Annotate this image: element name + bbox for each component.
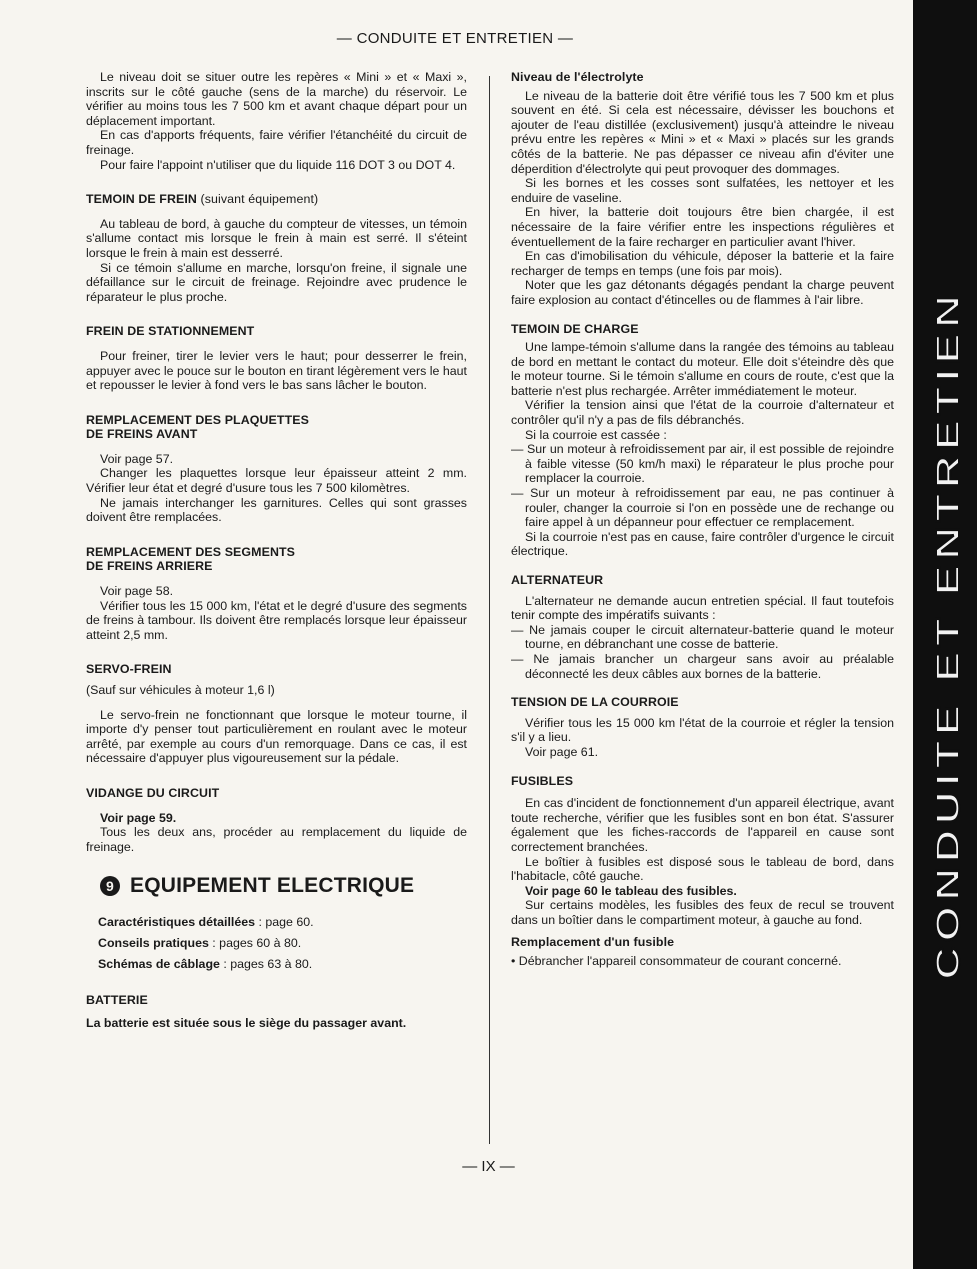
right-column (511, 70, 894, 969)
plaquettes-para-2: Changer les plaquettes lorsque leur épaisseur atteint 2 mm. Vérifier leur état et degré d'usure tous les 7 500 kilomètres. (86, 466, 467, 496)
remplacement-fusible-bullet: • Débrancher l'appareil consommateur de courant concerné. (511, 954, 842, 969)
electrolyte-para-4: En cas d'imobilisation du véhicule, déposer la batterie et la faire recharger de temps en temps (une fois par mois). (511, 249, 894, 278)
intro-para-3: Pour faire l'appoint n'utiliser que du liquide 116 DOT 3 ou DOT 4. (100, 157, 456, 172)
segments-para-1: Voir page 58. (100, 584, 174, 599)
section-heading-equipement-electrique (86, 876, 467, 896)
section-heading-segments-2: DE FREINS ARRIERE (86, 559, 213, 574)
plaquettes-para-1: Voir page 57. (100, 451, 174, 466)
column-divider (489, 76, 490, 1144)
section-heading-frein-stationnement: FREIN DE STATIONNEMENT (86, 324, 255, 339)
electrolyte-para-5: Noter que les gaz détonants dégagés pendant la charge peuvent faire explosion au contact d'étincelles ou de flammes à l'air libre. (511, 278, 894, 307)
tension-para-1: Vérifier tous les 15 000 km l'état de la courroie et régler la tension s'il y a lieu. (511, 715, 894, 745)
reference-line (86, 933, 467, 954)
fusibles-para-2: Le boîtier à fusibles est disposé sous le tableau de bord, dans l'habitacle, côté gauche. (511, 854, 894, 884)
section-heading-segments-1: REMPLACEMENT DES SEGMENTS (86, 544, 296, 559)
heading-note: (suivant équipement) (200, 192, 319, 207)
fusibles-voir-page: Voir page 60 le tableau des fusibles. (525, 883, 737, 898)
reference-line (86, 954, 467, 975)
temoin-charge-para-1: Une lampe-témoin s'allume dans la rangée des témoins au tableau de bord en mettant le contact du moteur. Elle doit s'éteindre dès que le moteur tourne. Si le témoin s'allume en cours de route, c'est que la batterie n'est plus rechargée. Arrêter immédiatement le moteur. (511, 340, 894, 398)
heading-text: TEMOIN DE FREIN (86, 192, 197, 207)
temoin-frein-para-1: Au tableau de bord, à gauche du compteur de vitesses, un témoin s'allume contact mis lorsque le frein à main est serré. Il s'éteint lorsque le frein à main est desserré. (86, 216, 467, 260)
fusibles-para-3: Sur certains modèles, les fusibles des feux de recul se trouvent dans un boîtier dans le compartiment moteur, à gauche au fond. (511, 898, 894, 927)
temoin-frein-para-2: Si ce témoin s'allume en marche, lorsqu'on freine, il signale une défaillance sur le circuit de freinage. Rejoindre avec prudence le réparateur le plus proche. (86, 260, 467, 304)
section-heading-servo-frein: SERVO-FREIN (86, 662, 172, 677)
page-header: — CONDUITE ET ENTRETIEN — (336, 30, 574, 47)
section-heading-fusibles: FUSIBLES (511, 773, 574, 788)
vidange-voir-page: Voir page 59. (100, 810, 177, 825)
reference-value: : pages 63 à 80. (219, 957, 313, 972)
heading-text: EQUIPEMENT ELECTRIQUE (130, 874, 415, 898)
reference-value: : pages 60 à 80. (208, 936, 302, 951)
page-number: — IX — (462, 1158, 515, 1175)
alternateur-para: L'alternateur ne demande aucun entretien spécial. Il faut toutefois tenir compte des impératifs suivants : (511, 593, 894, 623)
intro-para-1: Le niveau doit se situer outre les repères « Mini » et « Maxi », inscrits sur le côté gauche (sens de la marche) du réservoir. Le vérifier au moins tous les 7 500 km et avant chaque départ pour un déplacement important. (86, 70, 467, 128)
section-heading-batterie: BATTERIE (86, 993, 148, 1008)
section-heading-plaquettes-1: REMPLACEMENT DES PLAQUETTES (86, 412, 309, 427)
section-heading-electrolyte: Niveau de l'électrolyte (511, 70, 644, 84)
temoin-charge-after: Si la courroie n'est pas en cause, faire contrôler d'urgence le circuit électrique. (511, 529, 894, 559)
reference-label: Caractéristiques détaillées (98, 915, 256, 930)
segments-para-2: Vérifier tous les 15 000 km, l'état et le degré d'usure des segments de freins à tambour. Ils doivent être remplacés lorsque leur épaisseur atteint 2,5 mm. (86, 598, 467, 642)
section-heading-temoin-frein (86, 192, 467, 207)
equipement-references (86, 912, 467, 975)
intro-para-2: En cas d'apports fréquents, faire vérifier l'étanchéité du circuit de freinage. (86, 128, 467, 157)
plaquettes-para-3: Ne jamais interchanger les garnitures. Celles qui sont grasses doivent être remplacées. (86, 495, 467, 525)
electrolyte-para-2: Si les bornes et les cosses sont sulfatées, les nettoyer et les enduire de vaseline. (511, 176, 894, 205)
section-heading-remplacement-fusible: Remplacement d'un fusible (511, 935, 675, 950)
fusibles-para-1: En cas d'incident de fonctionnement d'un appareil électrique, avant toute recherche, vérifier que les fusibles sont en bon état. S'assurer également que les fiches-raccords de l'appareil en cause sont correctement branchées. (511, 796, 894, 854)
section-number-badge: 9 (100, 876, 120, 896)
temoin-charge-para-3: Si la courroie est cassée : (525, 427, 667, 442)
side-tab-text: CONDUITE ET ENTRETIEN (929, 486, 966, 980)
reference-value: : page 60. (255, 915, 314, 930)
electrolyte-para-3: En hiver, la batterie doit toujours être bien chargée, il est nécessaire de la faire vérifier entre les inspections régulières et éventuellement de la faire recharger en particulier avant l'hiver. (511, 205, 894, 249)
reference-label: Schémas de câblage (98, 957, 220, 972)
side-tab-svg (913, 0, 977, 1269)
reference-label: Conseils pratiques (98, 936, 209, 951)
batterie-location: La batterie est située sous le siège du passager avant. (86, 1015, 407, 1030)
section-heading-alternateur: ALTERNATEUR (511, 573, 604, 587)
alternateur-dash-2: — Ne jamais brancher un chargeur sans avoir au préalable déconnecté les deux câbles aux bornes de la batterie. (511, 651, 894, 681)
temoin-charge-dash-2: — Sur un moteur à refroidissement par eau, ne pas continuer à rouler, changer la courroie si l'on en possède une de rechange ou faire appel à un dépanneur pour effectuer ce remplacement. (511, 486, 894, 530)
frein-stationnement-para: Pour freiner, tirer le levier vers le haut; pour desserrer le frein, appuyer avec le pouce sur le bouton en tirant légèrement vers le haut et repousser le levier à fond vers le bas sans lâcher le bouton. (86, 348, 467, 393)
section-heading-temoin-charge: TEMOIN DE CHARGE (511, 321, 639, 336)
servo-frein-para: Le servo-frein ne fonctionnant que lorsque le moteur tourne, il importe d'y penser tout particulièrement en roulant avec le moteur arrêté, par exemple au cours d'un remorquage. Dans ce cas, il est nécessaire d'appuyer plus vigoureusement sur la pédale. (86, 707, 467, 766)
vidange-para: Tous les deux ans, procéder au remplacement du liquide de freinage. (86, 825, 467, 854)
alternateur-dash-1: — Ne jamais couper le circuit alternateur-batterie quand le moteur tourne, en débranchant une cosse de batterie. (511, 622, 894, 652)
section-heading-plaquettes-2: DE FREINS AVANT (86, 427, 198, 442)
section-heading-vidange: VIDANGE DU CIRCUIT (86, 785, 220, 800)
temoin-charge-dash-1: — Sur un moteur à refroidissement par air, il est possible de rejoindre à faible vitesse (50 km/h maxi) le réparateur le plus proche pour remplacer la courroie. (511, 442, 894, 486)
tension-para-2: Voir page 61. (525, 744, 599, 759)
side-tab (913, 0, 977, 1269)
section-heading-tension-courroie: TENSION DE LA COURROIE (511, 695, 679, 710)
electrolyte-para-1: Le niveau de la batterie doit être vérifié tous les 7 500 km et plus souvent en été. Si cela est nécessaire, dévisser les bouchons et ajouter de l'eau distillée (exclusivement) jusqu'à atteindre le niveau prévu entre les repères « Mini » et « Maxi » placés sur les grands côtés de la batterie. Ne pas dépasser ce niveau afin d'éviter une déperdition d'électrolyte qui peut provoquer des dommages. (511, 88, 894, 176)
temoin-charge-para-2: Vérifier la tension ainsi que l'état de la courroie d'alternateur et contrôler qu'il n'y a pas de fils débranchés. (511, 398, 894, 428)
servo-frein-note: (Sauf sur véhicules à moteur 1,6 l) (86, 683, 275, 697)
reference-line (86, 912, 467, 933)
left-column (86, 70, 467, 1031)
